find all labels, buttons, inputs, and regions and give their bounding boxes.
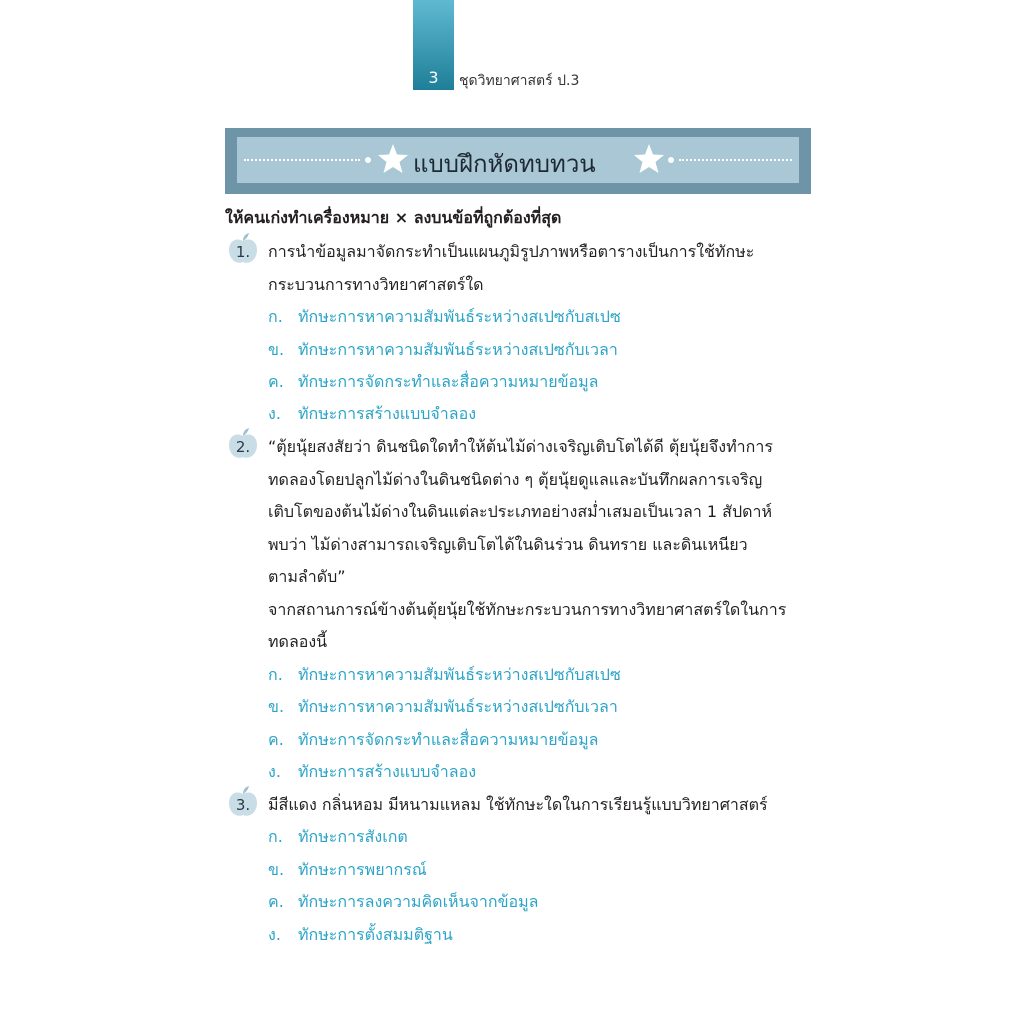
option-text: ทักษะการลงความคิดเห็นจากข้อมูล <box>298 892 539 911</box>
banner-inner-panel <box>237 137 799 183</box>
answer-option[interactable] <box>268 858 427 883</box>
option-label: ง. <box>268 925 281 944</box>
option-text: ทักษะการหาความสัมพันธ์ระหว่างสเปซกับสเปซ <box>298 307 621 326</box>
option-label: ง. <box>268 762 281 781</box>
option-text: ทักษะการหาความสัมพันธ์ระหว่างสเปซกับสเปซ <box>298 665 621 684</box>
question-text-line: ตามลำดับ” <box>268 567 346 586</box>
option-text: ทักษะการสร้างแบบจำลอง <box>298 762 477 781</box>
option-text: ทักษะการพยากรณ์ <box>298 860 427 879</box>
answer-option[interactable] <box>268 923 453 948</box>
question-number-badge <box>226 427 260 461</box>
banner-title: แบบฝึกหัดทบทวน <box>413 150 596 178</box>
left-dot <box>365 157 371 163</box>
right-dotted-rule <box>679 159 792 161</box>
option-label: ก. <box>268 827 283 846</box>
left-star-icon <box>376 142 410 176</box>
option-label: ค. <box>268 372 284 391</box>
option-label: ก. <box>268 307 283 326</box>
option-text: ทักษะการหาความสัมพันธ์ระหว่างสเปซกับเวลา <box>298 697 618 716</box>
answer-option[interactable] <box>268 370 598 395</box>
book-title: ชุดวิทยาศาสตร์ ป.3 <box>459 73 580 89</box>
option-label: ข. <box>268 697 285 716</box>
answer-option[interactable] <box>268 695 618 720</box>
question-text-line: พบว่า ไม้ด่างสามารถเจริญเติบโตได้ในดินร่วน ดินทราย และดินเหนียว <box>268 535 748 554</box>
question-text-line: กระบวนการทางวิทยาศาสตร์ใด <box>268 275 484 294</box>
question-text-line: “ตุ้ยนุ้ยสงสัยว่า ดินชนิดใดทำให้ต้นไม้ด่างเจริญเติบโตได้ดี ตุ้ยนุ้ยจึงทำการ <box>268 437 773 456</box>
option-label: ง. <box>268 404 281 423</box>
option-text: ทักษะการหาความสัมพันธ์ระหว่างสเปซกับเวลา <box>298 340 618 359</box>
option-label: ก. <box>268 665 283 684</box>
question-text-line: ทดลองนี้ <box>268 632 328 651</box>
answer-option[interactable] <box>268 728 598 753</box>
option-text: ทักษะการจัดกระทำและสื่อความหมายข้อมูล <box>298 730 599 749</box>
option-text: ทักษะการสังเกต <box>298 827 408 846</box>
question-number-badge <box>226 232 260 266</box>
question-number: 1. <box>235 243 251 261</box>
section-banner <box>225 128 811 194</box>
option-label: ข. <box>268 340 285 359</box>
question-text-line: เติบโตของต้นไม้ด่างในดินแต่ละประเภทอย่างสม่ำเสมอเป็นเวลา 1 สัปดาห์ <box>268 502 773 521</box>
question-text-line: ทดลองโดยปลูกไม้ด่างในดินชนิดต่าง ๆ ตุ้ยนุ้ยดูแลและบันทึกผลการเจริญ <box>268 470 763 489</box>
instruction-text: ให้คนเก่งทำเครื่องหมาย × ลงบนข้อที่ถูกต้องที่สุด <box>225 208 562 227</box>
answer-option[interactable] <box>268 305 621 330</box>
page-number: 3 <box>428 68 439 87</box>
answer-option[interactable] <box>268 338 618 363</box>
answer-option[interactable] <box>268 663 621 688</box>
option-text: ทักษะการสร้างแบบจำลอง <box>298 404 477 423</box>
right-dot <box>668 157 674 163</box>
question-text-line: มีสีแดง กลิ่นหอม มีหนามแหลม ใช้ทักษะใดในการเรียนรู้แบบวิทยาศาสตร์ <box>268 795 768 814</box>
answer-option[interactable] <box>268 825 408 850</box>
right-star-icon <box>632 142 666 176</box>
question-number: 2. <box>235 438 251 456</box>
option-text: ทักษะการจัดกระทำและสื่อความหมายข้อมูล <box>298 372 599 391</box>
option-text: ทักษะการตั้งสมมติฐาน <box>298 925 453 944</box>
page-number-tab <box>413 0 454 90</box>
left-dotted-rule <box>244 159 360 161</box>
option-label: ค. <box>268 892 284 911</box>
option-label: ค. <box>268 730 284 749</box>
answer-option[interactable] <box>268 402 476 427</box>
question-number-badge <box>226 785 260 819</box>
question-number: 3. <box>235 796 251 814</box>
answer-option[interactable] <box>268 890 538 915</box>
question-text-line: จากสถานการณ์ข้างต้นตุ้ยนุ้ยใช้ทักษะกระบวนการทางวิทยาศาสตร์ใดในการ <box>268 600 787 619</box>
option-label: ข. <box>268 860 285 879</box>
answer-option[interactable] <box>268 760 476 785</box>
question-text-line: การนำข้อมูลมาจัดกระทำเป็นแผนภูมิรูปภาพหรือตารางเป็นการใช้ทักษะ <box>268 242 755 261</box>
